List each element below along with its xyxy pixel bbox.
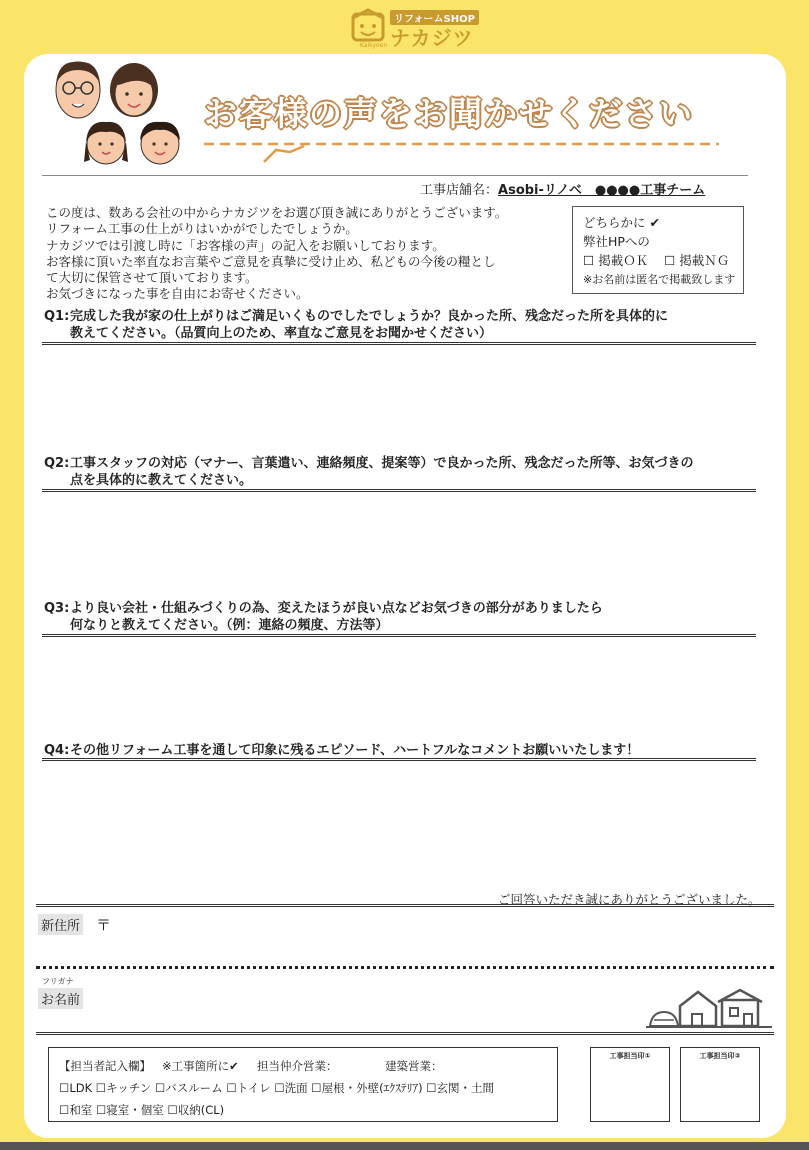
name-input[interactable]	[96, 976, 640, 1028]
location-label: 屋根・外壁(ｴｸｽﾃﾘｱ)	[321, 1081, 423, 1095]
location-checkbox[interactable]: ☐玄関・土間	[426, 1081, 495, 1095]
location-checkbox[interactable]: ☐キッチン	[95, 1081, 152, 1095]
location-label: LDK	[69, 1081, 93, 1095]
staff-builder-label: 建築営業：	[385, 1059, 443, 1073]
question-number: Q4:	[44, 743, 70, 758]
logo-tagline: Kaikyoen	[360, 42, 388, 49]
store-value: Asobi-リノベ ●●●●工事チーム	[498, 183, 706, 198]
q4-answer-field[interactable]	[42, 764, 760, 888]
location-checkbox[interactable]: ☐和室	[59, 1103, 93, 1117]
bottom-strip	[0, 1142, 809, 1150]
intro-line: ナカジツでは引渡し時に「お客様の声」の記入をお願いしております。	[46, 237, 445, 253]
intro-line: お気づきになった事を自由にお寄せください。	[46, 286, 309, 302]
title-underline-icon	[204, 138, 724, 164]
question-text: 工事スタッフの対応（マナー、言葉遣い、連絡頻度、提案等）で良かった所、残念だった所等、お気づきの	[70, 456, 694, 471]
stamp-box-1[interactable]	[590, 1047, 670, 1122]
location-checkbox[interactable]: ☐寝室・個室	[95, 1103, 164, 1117]
question-text: 教えてください。（品質向上のため、率直なご意見をお聞かせください）	[70, 326, 492, 341]
q3-answer-field[interactable]	[42, 640, 760, 740]
question-number: Q1:	[44, 309, 70, 324]
address-label: 新住所	[38, 914, 83, 935]
store-label: 工事店舗名：	[420, 183, 499, 198]
address-name-divider	[36, 966, 774, 969]
publish-ng-label: 掲載ＮＧ	[679, 253, 730, 268]
checkmark-icon: ✔	[229, 1059, 239, 1073]
furigana-label: フリガナ	[42, 977, 74, 986]
q2-answer-field[interactable]	[42, 495, 760, 599]
intro-line: リフォーム工事の仕上がりはいかがでしたでしょうか。	[46, 221, 358, 237]
location-label: 寝室・個室	[106, 1103, 164, 1117]
name-label: お名前	[38, 988, 83, 1009]
question-text: その他リフォーム工事を通して印象に残るエピソード、ハートフルなコメントお願いいたします！	[70, 743, 640, 758]
staff-check-prompt: ※工事箇所に	[161, 1059, 230, 1073]
postal-mark: 〒	[96, 916, 112, 934]
publish-choose-label: どちらかに	[583, 215, 646, 230]
page-title: お客様の声をお聞かせください	[204, 94, 694, 133]
question-text: 完成した我が家の仕上がりはご満足いくものでしたでしょうか？良かった所、残念だった所を具体的に	[70, 309, 669, 324]
publish-ok-label: 掲載ＯＫ	[598, 253, 649, 268]
location-label: 収納(CL)	[177, 1103, 225, 1117]
header-rule	[42, 175, 748, 176]
question-text: 何なりと教えてください。（例：連絡の頻度、方法等）	[70, 618, 389, 633]
publish-options	[583, 251, 733, 270]
intro-line: この度は、数ある会社の中からナカジツをお選び頂き誠にありがとうございます。	[46, 205, 508, 220]
logo-name: ナカジツ	[390, 26, 474, 50]
store-name	[420, 179, 705, 198]
intro-line: お客様に頂いた率直なお言葉やご意見を真摯に受け止め、私どもの今後の糧とし	[46, 253, 496, 269]
q1-answer-field[interactable]	[42, 348, 760, 452]
publish-hp-label: 弊社HPへの	[583, 234, 650, 249]
address-input[interactable]	[116, 914, 760, 956]
question-text: より良い会社・仕組みづくりの為、変えたほうが良い点などお気づきの部分がありましたら	[70, 601, 603, 616]
stamp-box-2[interactable]	[680, 1047, 760, 1122]
houses-icon	[646, 986, 772, 1030]
location-label: トイレ	[236, 1081, 271, 1095]
staff-agent-label: 担当仲介営業：	[257, 1059, 338, 1073]
staff-location-row-2	[59, 1102, 224, 1118]
q3-rule	[42, 634, 756, 637]
staff-location-row-1	[59, 1080, 494, 1096]
brand-logo	[350, 6, 480, 50]
publish-instruction	[583, 213, 733, 232]
question-text: 点を具体的に教えてください。	[70, 473, 253, 488]
location-label: 洗面	[284, 1081, 308, 1095]
intro-text	[46, 205, 566, 303]
location-checkbox[interactable]: ☐屋根・外壁(ｴｸｽﾃﾘｱ)	[311, 1081, 423, 1095]
publish-consent-box	[572, 206, 744, 294]
checkmark-icon: ✔	[645, 215, 660, 230]
location-label: 和室	[69, 1103, 93, 1117]
location-label: バスルーム	[165, 1081, 223, 1095]
publish-ng-checkbox[interactable]: ☐ 掲載ＮＧ	[664, 253, 730, 268]
q2-rule	[42, 489, 756, 492]
intro-line: て大切に保管させて頂いております。	[46, 270, 258, 286]
location-checkbox[interactable]: ☐トイレ	[226, 1081, 271, 1095]
question-number: Q3:	[44, 601, 70, 616]
family-illustration-icon	[50, 56, 190, 174]
location-checkbox[interactable]: ☐収納(CL)	[167, 1103, 225, 1117]
publish-note: ※お名前は匿名で掲載致します	[583, 273, 736, 286]
location-label: キッチン	[106, 1081, 152, 1095]
q1-rule	[42, 342, 756, 345]
staff-header-row	[59, 1058, 443, 1074]
logo-face-icon	[350, 8, 386, 42]
location-label: 玄関・土間	[436, 1081, 495, 1095]
question-number: Q2:	[44, 456, 70, 471]
logo-subtitle: リフォームSHOP	[390, 10, 479, 25]
publish-ok-checkbox[interactable]: ☐ 掲載ＯＫ	[583, 253, 649, 268]
stamp-label: 工事担当印②	[699, 1052, 741, 1060]
stamp-label: 工事担当印①	[609, 1052, 651, 1060]
location-checkbox[interactable]: ☐バスルーム	[154, 1081, 223, 1095]
staff-top-rule	[36, 1032, 774, 1035]
staff-header: 【担当者記入欄】	[59, 1059, 151, 1073]
address-top-rule	[36, 904, 774, 907]
staff-entry-box	[48, 1047, 558, 1122]
q4-rule	[42, 758, 756, 761]
thanks-message: ご回答いただき誠にありがとうございました。	[498, 892, 761, 907]
location-checkbox[interactable]: ☐LDK	[59, 1081, 93, 1095]
survey-card	[24, 54, 786, 1138]
location-checkbox[interactable]: ☐洗面	[274, 1081, 308, 1095]
